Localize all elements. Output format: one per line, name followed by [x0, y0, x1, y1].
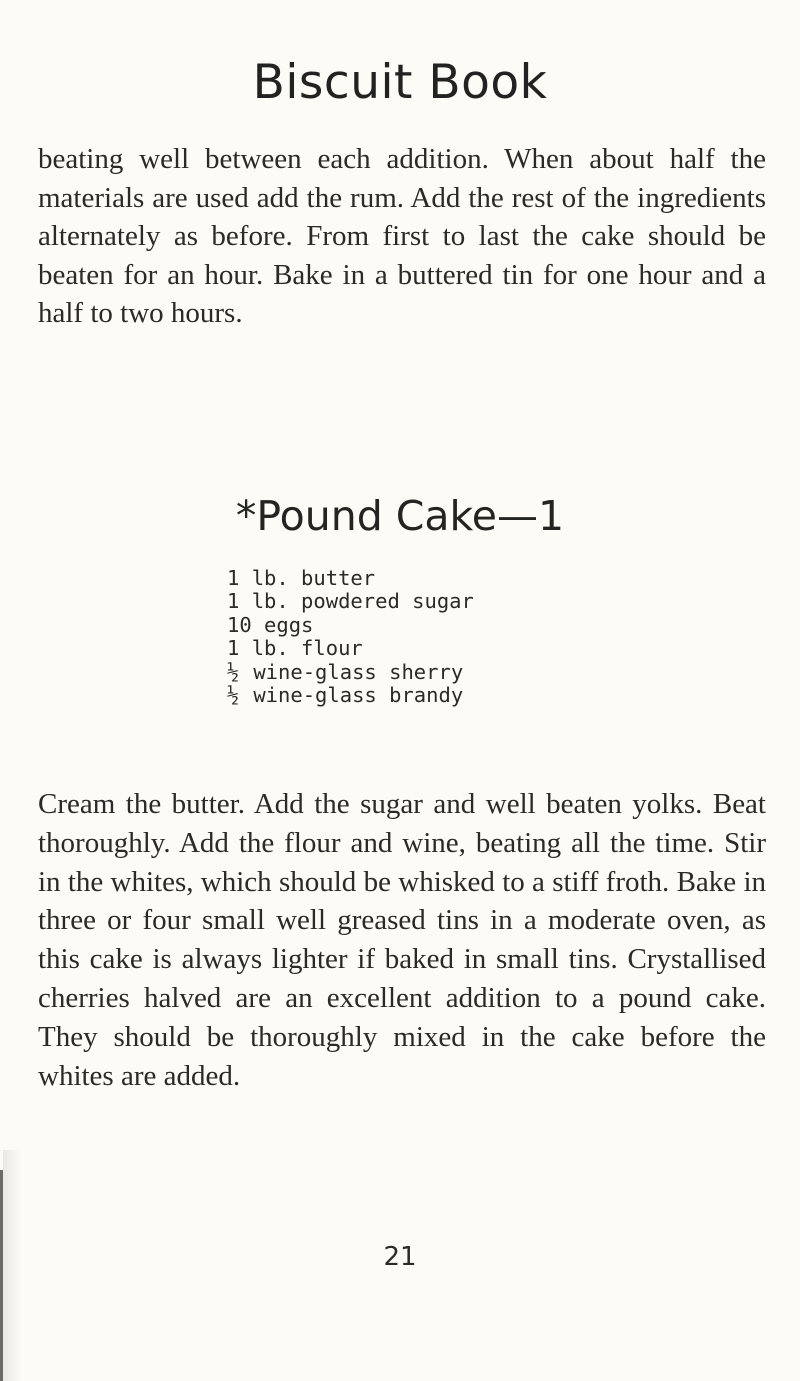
- ingredient-text: wine-glass sherry: [253, 659, 464, 684]
- method-paragraph: Cream the butter. Add the sugar and well beaten yolks. Beat thoroughly. Add the flour and wine, beating all the time. Stir in the whites, which should be whisked to a stiff froth. Bake in three or four small well greased tins in a moderate oven, as this cake is always lighter if baked in small tins. Crystallised cherries halved are an excellent addition to a pound cake. They should be thoroughly mixed in the cake before the whites are added.: [38, 788, 766, 1092]
- page-number: 21: [383, 1242, 417, 1272]
- ingredient-list: [227, 567, 474, 707]
- ingredient-item: [227, 567, 474, 590]
- ingredient-amount: 1: [227, 636, 240, 661]
- page-gutter-edge: [0, 1170, 3, 1381]
- ingredient-text: lb. butter: [251, 566, 376, 590]
- ingredient-text: lb. powdered sugar: [251, 589, 474, 614]
- ingredient-text: wine-glass brandy: [253, 683, 464, 708]
- ingredient-amount: ½: [227, 659, 240, 684]
- ingredient-amount: 1: [227, 589, 240, 614]
- ingredient-item: [227, 637, 474, 660]
- recipe-title: *Pound Cake—1: [235, 492, 565, 540]
- ingredient-amount: 10: [227, 612, 252, 637]
- ingredient-amount: 1: [227, 566, 240, 590]
- ingredient-amount: ½: [227, 683, 240, 708]
- ingredient-item: [227, 684, 474, 707]
- ingredient-text: lb. flour: [251, 636, 363, 661]
- continuation-paragraph: beating well between each addition. When about half the materials are used add the rum. Add the rest of the ingredients alternately as before. From first to last the cake should be beaten for an hour. Bake in a buttered tin for one hour and a half to two hours.: [38, 143, 766, 329]
- ingredient-item: [227, 661, 474, 684]
- ingredient-item: [227, 614, 474, 637]
- ingredient-item: [227, 590, 474, 613]
- ingredient-text: eggs: [264, 612, 314, 637]
- running-header: Biscuit Book: [252, 55, 548, 110]
